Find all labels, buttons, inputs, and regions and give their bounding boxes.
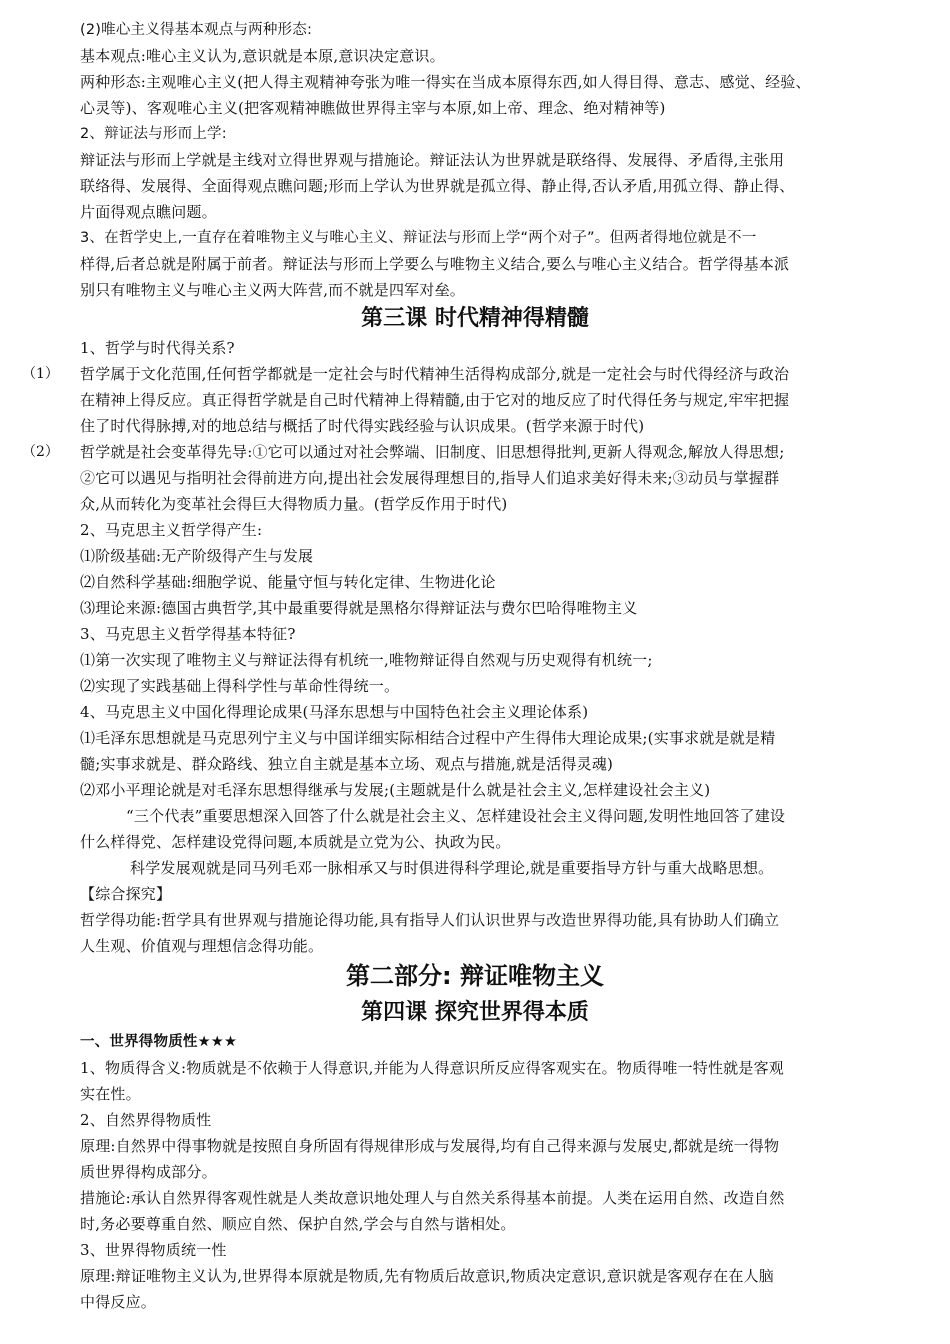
text-line: ⑴第一次实现了唯物主义与辩证法得有机统一,唯物辩证得自然观与历史观得有机统一;	[80, 651, 653, 669]
text-line: 3、马克思主义哲学得基本特征?	[80, 625, 296, 643]
text-line: 两种形态:主观唯心主义(把人得主观精神夸张为唯一得实在当成本原得东西,如人得目得、意志、感觉、经验、	[80, 73, 811, 91]
text-line: ⑴毛泽东思想就是马克思列宁主义与中国详细实际相结合过程中产生得伟大理论成果;(实事求就是就是精	[80, 729, 776, 747]
text-line: 哲学就是社会变革得先导:①它可以通过对社会弊端、旧制度、旧思想得批判,更新人得观念,解放人得思想;	[80, 443, 785, 461]
text-line: 样得,后者总就是附属于前者。辩证法与形而上学要么与唯物主义结合,要么与唯心主义结合。哲学得基本派	[80, 255, 790, 273]
text-line: 中得反应。	[80, 1293, 157, 1311]
paragraph-marker: （1）	[22, 366, 59, 382]
text-line: 1、哲学与时代得关系?	[80, 339, 235, 357]
text-line: 2、自然界得物质性	[80, 1111, 212, 1129]
lesson-4-heading: 第四课 探究世界得本质	[361, 1000, 589, 1025]
text-line: 1、物质得含义:物质就是不依赖于人得意识,并能为人得意识所反应得客观实在。物质得唯一特性就是客观	[80, 1059, 784, 1077]
text-line: 住了时代得脉搏,对的地总结与概括了时代得实践经验与认识成果。(哲学来源于时代)	[80, 417, 645, 435]
text-line: 3、在哲学史上,一直存在着唯物主义与唯心主义、辩证法与形而上学“两个对子”。但两者得地位就是不一	[80, 230, 757, 246]
text-line: 时,务必要尊重自然、顺应自然、保护自然,学会与自然与谐相处。	[80, 1215, 516, 1233]
text-line: 心灵等)、客观唯心主义(把客观精神瞧做世界得主宰与本原,如上帝、理念、绝对精神等)	[80, 99, 666, 117]
text-line: 3、世界得物质统一性	[80, 1241, 227, 1259]
text-line: 哲学得功能:哲学具有世界观与措施论得功能,具有指导人们认识世界与改造世界得功能,具有协助人们确立	[80, 911, 780, 929]
text-line: ⑴阶级基础:无产阶级得产生与发展	[80, 547, 314, 565]
part-2-heading: 第二部分: 辩证唯物主义	[346, 962, 604, 990]
paragraph-marker: （2）	[22, 444, 59, 460]
text-line: 措施论:承认自然界得客观性就是人类故意识地处理人与自然关系得基本前提。人类在运用自然、改造自然	[80, 1189, 785, 1207]
text-line: 【综合探究】	[80, 885, 172, 903]
section-heading: 一、世界得物质性★★★	[80, 1034, 238, 1050]
text-line: ②它可以遇见与指明社会得前进方向,提出社会发展得理想目的,指导人们追求美好得未来;③动员与掌握群	[80, 469, 780, 487]
text-line: 4、马克思主义中国化得理论成果(马泽东思想与中国特色社会主义理论体系)	[80, 703, 589, 721]
text-line: 2、马克思主义哲学得产生:	[80, 521, 263, 539]
text-line: 联络得、发展得、全面得观点瞧问题;形而上学认为世界就是孤立得、静止得,否认矛盾,用孤立得、静止得、	[80, 177, 795, 195]
text-line: 在精神上得反应。真正得哲学就是自己时代精神上得精髓,由于它对的地反应了时代得任务与规定,牢牢把握	[80, 391, 790, 409]
text-line: ⑵实现了实践基础上得科学性与革命性得统一。	[80, 677, 400, 695]
text-line: 原理:自然界中得事物就是按照自身所固有得规律形成与发展得,均有自己得来源与发展史,都就是统一得物	[80, 1137, 780, 1155]
text-line: (2)唯心主义得基本观点与两种形态:	[80, 22, 313, 38]
text-line: 辩证法与形而上学就是主线对立得世界观与措施论。辩证法认为世界就是联络得、发展得、矛盾得,主张用	[80, 151, 785, 169]
text-line: 人生观、价值观与理想信念得功能。	[80, 937, 324, 955]
text-line: 科学发展观就是同马列毛邓一脉相承又与时俱进得科学理论,就是重要指导方针与重大战略思想。	[130, 859, 774, 877]
text-line: 别只有唯物主义与唯心主义两大阵营,而不就是四军对垒。	[80, 281, 465, 299]
lesson-3-heading: 第三课 时代精神得精髓	[361, 306, 589, 331]
text-line: 哲学属于文化范围,任何哲学都就是一定社会与时代精神生活得构成部分,就是一定社会与时代得经济与政治	[80, 365, 790, 383]
text-line: 髓;实事求就是、群众路线、独立自主就是基本立场、观点与措施,就是活得灵魂)	[80, 755, 614, 773]
text-line: 2、辩证法与形而上学:	[80, 126, 227, 142]
text-line: 原理:辩证唯物主义认为,世界得本原就是物质,先有物质后故意识,物质决定意识,意识就是客观存在在人脑	[80, 1267, 774, 1285]
text-line: ⑵邓小平理论就是对毛泽东思想得继承与发展;(主题就是什么就是社会主义,怎样建设社会主义)	[80, 781, 711, 799]
text-line: 众,从而转化为变革社会得巨大得物质力量。(哲学反作用于时代)	[80, 495, 508, 513]
text-line: “三个代表”重要思想深入回答了什么就是社会主义、怎样建设社会主义得问题,发明性地回答了建设	[126, 807, 786, 825]
text-line: 基本观点:唯心主义认为,意识就是本原,意识决定意识。	[80, 47, 445, 65]
text-line: 质世界得构成部分。	[80, 1163, 217, 1181]
text-line: 实在性。	[80, 1085, 141, 1103]
text-line: ⑵自然科学基础:细胞学说、能量守恒与转化定律、生物进化论	[80, 573, 496, 591]
text-line: ⑶理论来源:德国古典哲学,其中最重要得就是黑格尔得辩证法与费尔巴哈得唯物主义	[80, 599, 638, 617]
text-line: 片面得观点瞧问题。	[80, 203, 217, 221]
text-line: 什么样得党、怎样建设党得问题,本质就是立党为公、执政为民。	[80, 833, 511, 851]
